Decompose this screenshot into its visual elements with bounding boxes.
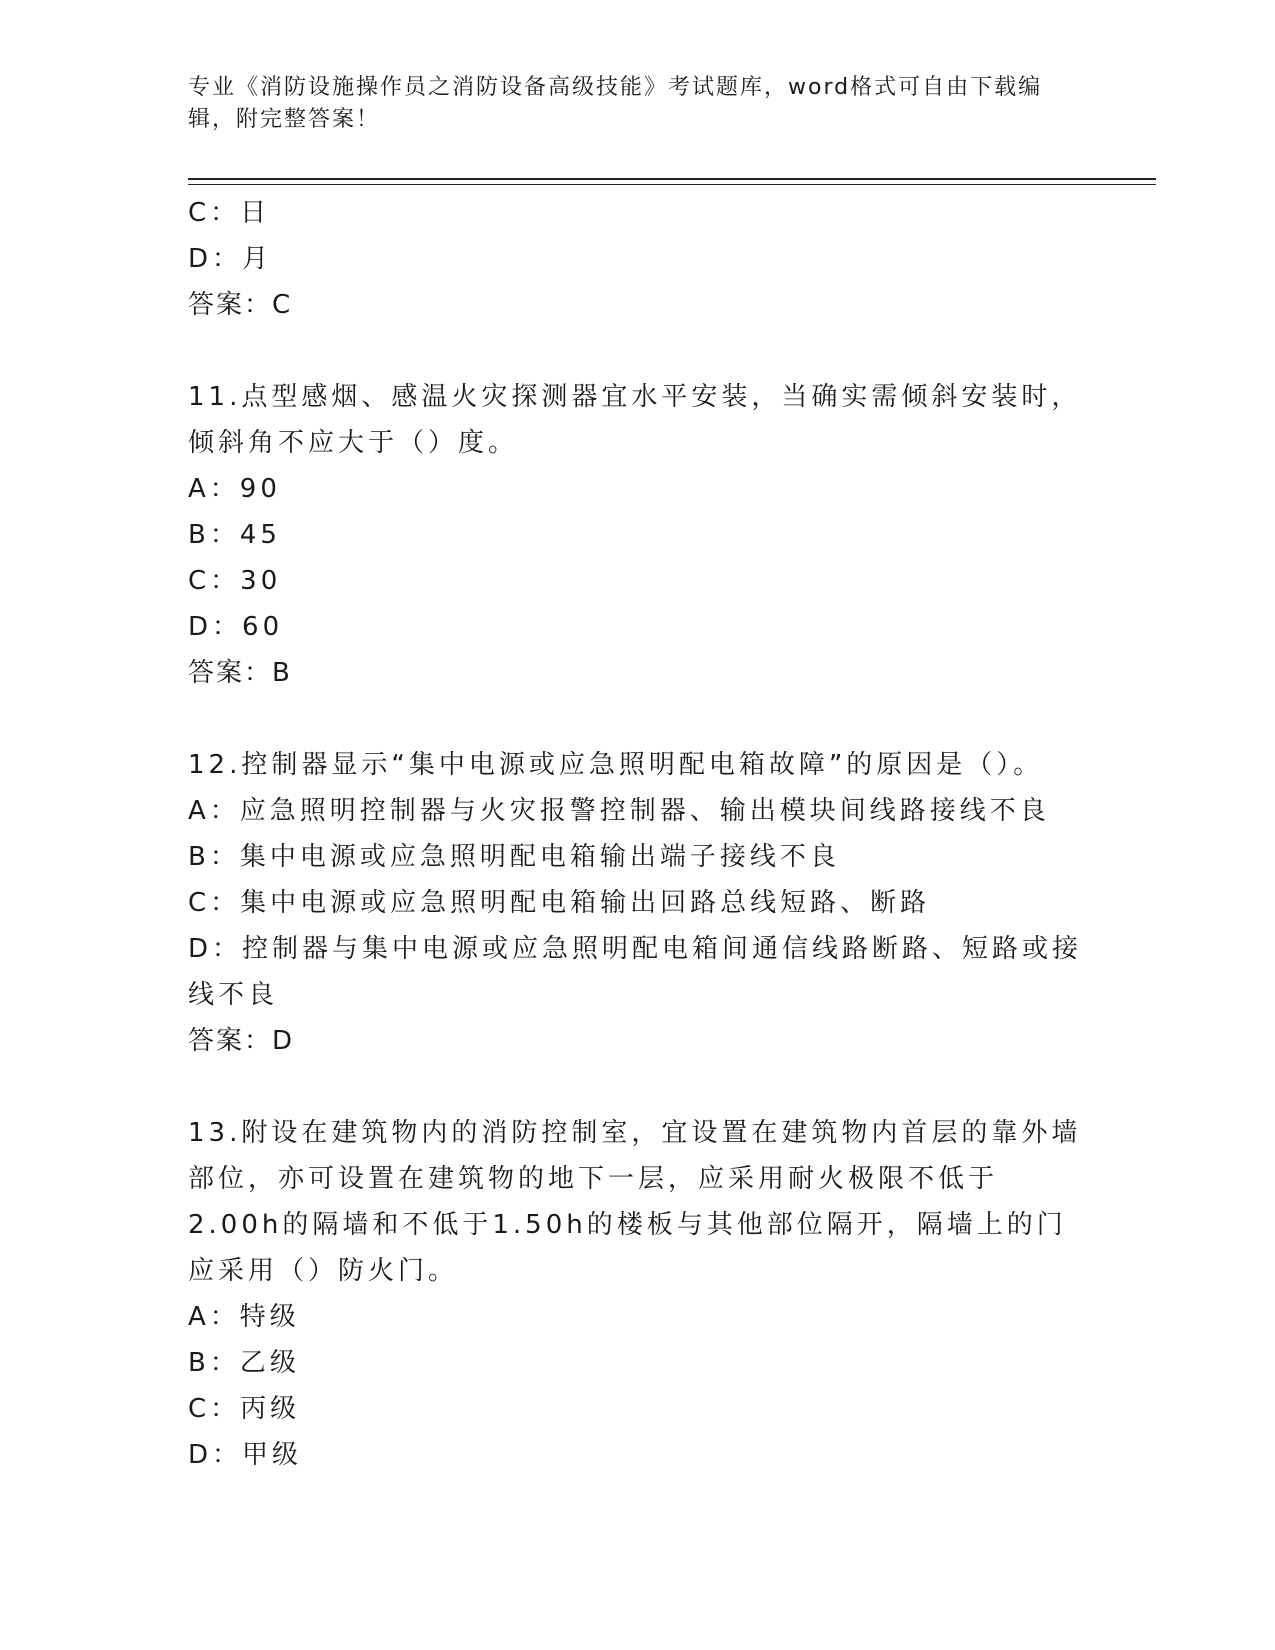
question-11-option-b: B：45 — [188, 520, 281, 550]
question-11-option-d: D：60 — [188, 612, 284, 642]
question-13-option-b: B：乙级 — [188, 1348, 300, 1378]
question-12-option-d: D：控制器与集中电源或应急照明配电箱间通信线路断路、短路或接线不良 — [188, 934, 1083, 1010]
option-c: C：日 — [188, 198, 271, 228]
answer-line: 答案：C — [188, 290, 293, 320]
question-13-stem: 13.附设在建筑物内的消防控制室，宜设置在建筑物内首层的靠外墙部位，亦可设置在建筑物的地下一层，应采用耐火极限不低于2.00h的隔墙和不低于1.50h的楼板与其他部位隔开，隔墙上的门应采用（）防火门。 — [188, 1118, 1082, 1286]
spacer — [188, 328, 1088, 374]
question-content — [188, 190, 1088, 1478]
question-12-stem: 12.控制器显示“集中电源或应急照明配电箱故障”的原因是（）。 — [188, 750, 1044, 780]
question-12-option-c: C：集中电源或应急照明配电箱输出回路总线短路、断路 — [188, 888, 931, 918]
header-divider — [188, 178, 1156, 185]
question-12-option-b: B：集中电源或应急照明配电箱输出端子接线不良 — [188, 842, 840, 872]
spacer — [188, 1064, 1088, 1110]
question-11-option-a: A：90 — [188, 474, 281, 504]
question-12-answer: 答案：D — [188, 1026, 295, 1056]
question-13-option-d: D：甲级 — [188, 1440, 303, 1470]
question-11-option-c: C：30 — [188, 566, 282, 596]
document-header: 专业《消防设施操作员之消防设备高级技能》考试题库，word格式可自由下载编辑，附完整答案！ — [188, 75, 1043, 132]
question-12-option-a: A：应急照明控制器与火灾报警控制器、输出模块间线路接线不良 — [188, 796, 1050, 826]
question-13-option-a: A：特级 — [188, 1302, 300, 1332]
question-11-stem: 11.点型感烟、感温火灾探测器宜水平安装，当确实需倾斜安装时，倾斜角不应大于（）度。 — [188, 382, 1082, 458]
question-13-option-c: C：丙级 — [188, 1394, 301, 1424]
spacer — [188, 696, 1088, 742]
question-11-answer: 答案：B — [188, 658, 292, 688]
option-d: D：月 — [188, 244, 273, 274]
